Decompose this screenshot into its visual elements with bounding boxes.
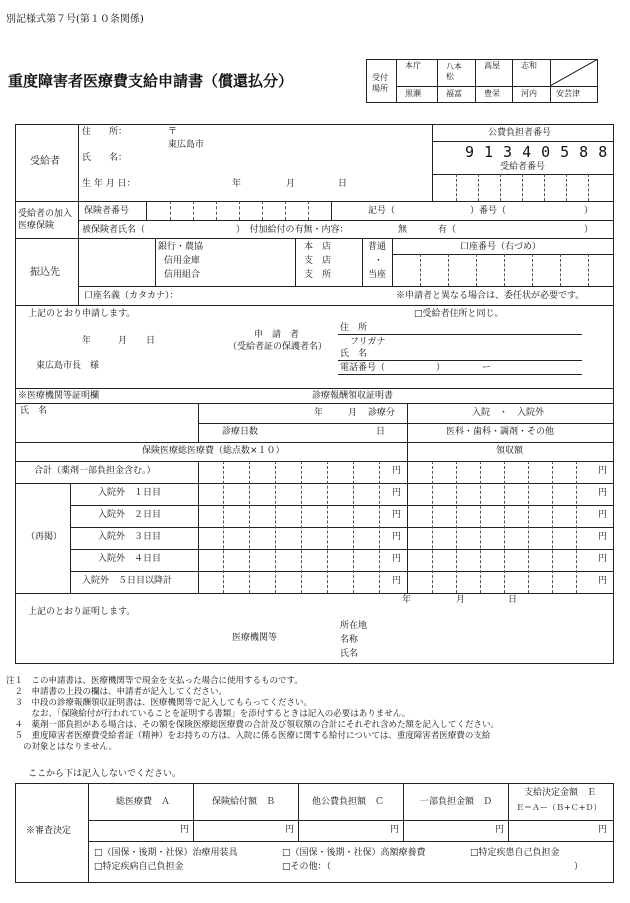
note-line: 注１ この申請書は、医療機関等で現金を支払った場合に使用するものです。 bbox=[6, 676, 303, 686]
receipt-amount-label: 領収額 bbox=[496, 446, 524, 456]
sum-label: 合計（薬剤一部負担金含む。） bbox=[34, 466, 156, 476]
applicant-sub-label: （受給者証の保護者名） bbox=[228, 342, 328, 352]
certify-statement: 上記のとおり証明します。 bbox=[28, 607, 136, 617]
review-check[interactable]: □その他：（ bbox=[282, 862, 332, 872]
address-label: 住 所： bbox=[82, 127, 128, 137]
patient-name-label: 氏 名 bbox=[20, 406, 48, 416]
total-cost-label: 保険医療総医療費（総点数×１０） bbox=[142, 446, 285, 456]
extra-none[interactable]: 無 bbox=[398, 225, 408, 235]
cert-year-unit: 年 bbox=[402, 595, 412, 605]
city-name: 東広島市 bbox=[168, 140, 205, 150]
birth-day-unit: 日 bbox=[338, 179, 348, 189]
period-month-unit: 月 bbox=[348, 408, 358, 418]
review-check[interactable]: □特定疾患自己負担金 bbox=[470, 848, 560, 858]
note-line: ３ 中段の診療報酬領収証明書は、医療機関等で記入してもらってください。 bbox=[6, 698, 313, 708]
applicant-name-label: 氏 名 bbox=[340, 349, 368, 359]
receipt-cell: 高屋 bbox=[484, 61, 500, 70]
review-check[interactable]: □（国保・後期・社保）治療用装具 bbox=[94, 848, 238, 858]
yen-unit: 円 bbox=[598, 532, 608, 542]
institution-label: 医療機関等 bbox=[232, 633, 278, 643]
row-label: 入院外 ３日目 bbox=[98, 532, 162, 542]
branch-type[interactable]: 支 店 bbox=[304, 256, 332, 266]
days-unit: 日 bbox=[376, 427, 386, 437]
extra-yes-close: ） bbox=[584, 225, 594, 235]
row-label: 入院外 ５日目以降計 bbox=[82, 576, 173, 586]
yen-unit: 円 bbox=[598, 554, 608, 564]
cert-day-unit: 日 bbox=[508, 595, 518, 605]
inpatient-choice[interactable]: 入院 ・ 入院外 bbox=[472, 408, 545, 418]
insurer-number-label: 保険者番号 bbox=[84, 206, 130, 216]
receipt-cell: 安芸津 bbox=[556, 89, 580, 98]
review-header: 他公費負担額 Ｃ bbox=[312, 797, 385, 807]
receipt-cell: 志和 bbox=[521, 61, 537, 70]
row-label: 入院外 ２日目 bbox=[98, 510, 162, 520]
review-label: ※審査決定 bbox=[26, 826, 72, 836]
branch-type[interactable]: 支 所 bbox=[304, 270, 332, 280]
review-check[interactable]: □特定疾病自己負担金 bbox=[94, 862, 184, 872]
yen-unit: 円 bbox=[392, 488, 402, 498]
receipt-place-label: 受付 場所 bbox=[372, 73, 388, 93]
applicant-address-label: 住 所 bbox=[340, 323, 368, 333]
apply-year-unit: 年 bbox=[82, 336, 92, 346]
note-line: ５ 重度障害者医療費受給者証（精神）をお持ちの方は、入院に係る医療に関する給付については、重度障害者医療費の支給 bbox=[6, 731, 491, 741]
bank-label: 振込先 bbox=[30, 267, 60, 278]
birth-label: 生 年 月 日： bbox=[82, 179, 136, 189]
public-payer-label: 公費負担者番号 bbox=[488, 128, 552, 138]
apply-month-unit: 月 bbox=[118, 336, 128, 346]
account-type[interactable]: 当座 bbox=[368, 270, 387, 280]
application-statement: 上記のとおり申請します。 bbox=[28, 309, 136, 319]
symbol-label: 記号（ bbox=[368, 206, 396, 216]
public-payer-number: 91340588 bbox=[465, 143, 618, 161]
yen-unit: 円 bbox=[598, 576, 608, 586]
yen-unit: 円 bbox=[392, 510, 402, 520]
note-line: ４ 薬剤一部負担がある場合は、その額を保険医療総医療費の合計及び領収額の合計にそれぞれ含めた額を記入してください。 bbox=[6, 720, 500, 730]
office-only-note: ここから下は記入しないでください。 bbox=[28, 769, 182, 779]
note-line: の対象とはなりません。 bbox=[6, 742, 118, 752]
account-holder-note: ※申請者と異なる場合は、委任状が必要です。 bbox=[396, 291, 585, 301]
birth-year-unit: 年 bbox=[232, 179, 242, 189]
person-name-label: 氏名 bbox=[340, 649, 359, 659]
certificate-title: 診療報酬領収証明書 bbox=[312, 391, 394, 401]
form-reference: 別記様式第７号(第１０条関係) bbox=[6, 14, 144, 25]
recipient-label: 受給者 bbox=[30, 156, 60, 167]
insurance-label: 受給者の加入医療保険 bbox=[18, 209, 73, 231]
period-year-unit: 年 bbox=[314, 408, 324, 418]
account-type[interactable]: 普通 bbox=[368, 242, 387, 252]
review-header: 支給決定金額 Ｅ bbox=[524, 788, 597, 798]
same-address-checkbox[interactable]: □受給者住所と同じ。 bbox=[414, 309, 504, 319]
review-formula: Ｅ＝Ａー（Ｂ+Ｃ+Ｄ） bbox=[516, 803, 602, 812]
extra-yes[interactable]: 有（ bbox=[438, 225, 457, 235]
bank-type[interactable]: 信用組合 bbox=[164, 270, 201, 280]
apply-day-unit: 日 bbox=[146, 336, 156, 346]
phone-label: 電話番号（ bbox=[340, 363, 386, 373]
receipt-blank-diagonal bbox=[550, 59, 598, 86]
review-yen: 円 bbox=[390, 825, 400, 835]
postal-mark: 〒 bbox=[168, 127, 178, 137]
yen-unit: 円 bbox=[598, 466, 608, 476]
yen-unit: 円 bbox=[392, 554, 402, 564]
repeat-label: （再掲） bbox=[26, 532, 63, 542]
account-number-label: 口座番号（右づめ） bbox=[460, 242, 542, 252]
review-yen: 円 bbox=[598, 825, 608, 835]
org-name-label: 名称 bbox=[340, 635, 359, 645]
branch-type[interactable]: 本 店 bbox=[304, 242, 332, 252]
furigana-label: フリガナ bbox=[350, 337, 386, 347]
review-header: 保険給付額 Ｂ bbox=[212, 797, 276, 807]
recipient-number-label: 受給者番号 bbox=[500, 162, 546, 172]
review-yen: 円 bbox=[285, 825, 295, 835]
cert-month-unit: 月 bbox=[456, 595, 466, 605]
bank-type[interactable]: 銀行・農協 bbox=[158, 242, 204, 252]
yen-unit: 円 bbox=[598, 510, 608, 520]
certificate-section-label: ※医療機関等証明欄 bbox=[18, 391, 100, 401]
number-close: ） bbox=[584, 206, 594, 216]
birth-month-unit: 月 bbox=[286, 179, 296, 189]
yen-unit: 円 bbox=[392, 466, 402, 476]
yen-unit: 円 bbox=[392, 576, 402, 586]
row-label: 入院外 １日目 bbox=[98, 488, 162, 498]
review-header: 一部負担金額 Ｄ bbox=[420, 797, 493, 807]
receipt-cell: 福富 bbox=[446, 89, 462, 98]
note-line: ２ 申請書の上段の欄は、申請者が記入してください。 bbox=[6, 687, 228, 697]
receipt-cell: 本庁 bbox=[405, 61, 421, 70]
department-choice[interactable]: 医科・歯科・調剤・その他 bbox=[446, 427, 555, 437]
account-holder-label: 口座名義（カタカナ）： bbox=[84, 291, 179, 301]
location-label: 所在地 bbox=[340, 621, 368, 631]
name-label: 氏 名： bbox=[82, 153, 128, 163]
phone-close: ） bbox=[436, 363, 446, 373]
receipt-cell: 八本松 bbox=[446, 62, 462, 81]
row-label: 入院外 ４日目 bbox=[98, 554, 162, 564]
extra-benefit-label: ） 付加給付の有無・内容： bbox=[236, 225, 349, 235]
review-header: 総医療費 Ａ bbox=[116, 797, 171, 807]
yen-unit: 円 bbox=[392, 532, 402, 542]
yen-unit: 円 bbox=[598, 488, 608, 498]
review-check[interactable]: □（国保・後期・社保）高額療養費 bbox=[282, 848, 426, 858]
receipt-cell: 黒瀬 bbox=[405, 89, 421, 98]
review-check-close: ） bbox=[574, 862, 584, 872]
recipient-number-field[interactable] bbox=[433, 175, 613, 200]
review-yen: 円 bbox=[495, 825, 505, 835]
bank-type[interactable]: 信用金庫 bbox=[164, 256, 201, 266]
account-type-separator: ・ bbox=[374, 256, 384, 266]
number-label: ）番号（ bbox=[470, 206, 507, 216]
note-line: なお、「保険給付が行われていることを証明する書類」を添付するときは記入の必要はありません。 bbox=[6, 709, 411, 719]
receipt-cell: 豊栄 bbox=[484, 89, 500, 98]
addressee: 東広島市長 様 bbox=[36, 361, 100, 371]
days-label: 診療日数 bbox=[222, 427, 259, 437]
insured-name-label: 被保険者氏名（ bbox=[82, 225, 146, 235]
review-yen: 円 bbox=[180, 825, 190, 835]
page-title: 重度障害者医療費支給申請書（償還払分） bbox=[8, 72, 294, 90]
period-suffix: 診療分 bbox=[368, 408, 396, 418]
receipt-cell: 河内 bbox=[521, 89, 537, 98]
phone-dash: ー bbox=[482, 363, 492, 373]
applicant-label: 申 請 者 bbox=[254, 330, 300, 340]
